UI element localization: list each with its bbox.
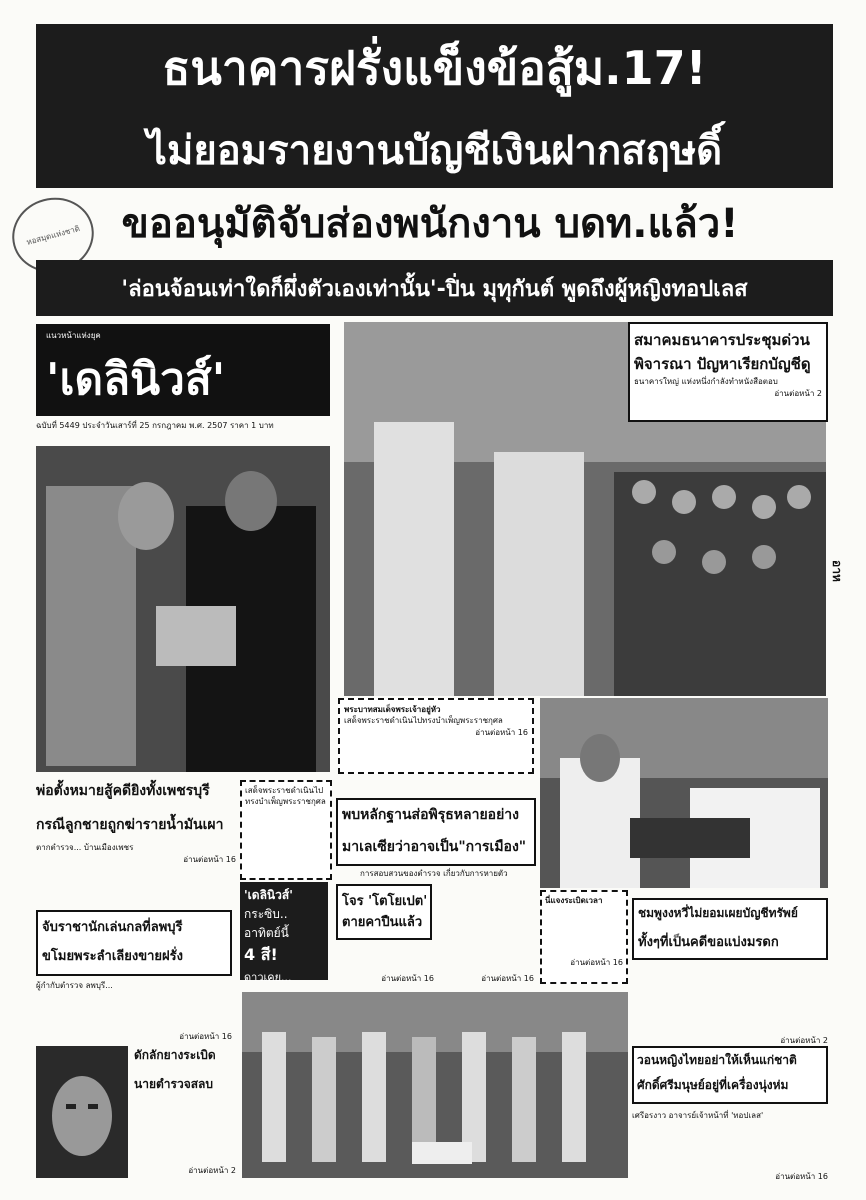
story-father-title1: พ่อตั้งหมายสู้คดียิงทั้งเพชรบุรี xyxy=(36,783,210,799)
story-father-body: ตากตำรวจ... บ้านเมืองเพชร xyxy=(36,843,134,852)
story-thief-title2: ตายคาปืนแล้ว xyxy=(342,915,423,930)
side-note-body: นี่แจงระเบิดเวลา xyxy=(545,896,603,905)
story-banks-body: ธนาคารใหญ่ แห่งหนึ่งกำลังทำหนังสือตอบ xyxy=(634,377,778,386)
story-evidence-cont: อ่านต่อหน้า 16 xyxy=(481,974,534,983)
story-gambler-body: ผู้กำกับตำรวจ ลพบุรี... xyxy=(36,981,113,990)
story-gambler-title2: ขโมยพระลำเลียงขายฝรั่ง xyxy=(42,949,183,964)
edge-text: อาห xyxy=(830,560,844,582)
story-father-cont: อ่านต่อหน้า 16 xyxy=(183,855,236,864)
story-thief-title1: โจร 'โตโยเปต' xyxy=(342,894,428,909)
promo-line5: ดาวเคย... xyxy=(244,971,292,984)
story-inspector xyxy=(134,1046,236,1178)
side-note-cont: อ่านต่อหน้า 16 xyxy=(570,958,623,967)
headline-banner-1: ธนาคารฝรั่งแข็งข้อสู้ม.17! xyxy=(36,24,833,112)
story-royal-note-body: เสด็จพระราชดำเนินไปทรงบำเพ็ญพระราชกุศล xyxy=(245,786,326,806)
story-banks-cont: อ่านต่อหน้า 2 xyxy=(774,389,822,398)
archive-stamp: หอสมุดแห่งชาติ xyxy=(4,189,102,282)
masthead xyxy=(36,324,330,416)
story-gambler-title1: จับราชานักเล่นกลที่ลพบุรี xyxy=(42,920,183,935)
story-bank-account-title1: ชมพูงงหวี่ไม่ยอมเผยบัญชีทรัพย์ xyxy=(638,906,798,920)
promo-line1: 'เดลินิวส์' xyxy=(244,888,293,902)
masthead-tagline: แนวหน้าแห่งยุค xyxy=(46,331,101,340)
story-royal-cont: อ่านต่อหน้า 16 xyxy=(475,728,528,737)
story-woman-title1: วอนหญิงไทยอย่าให้เห็นแก่ชาติ xyxy=(637,1053,797,1067)
story-thief-cont: อ่านต่อหน้า 16 xyxy=(381,974,434,983)
story-inspector-title1: ดักลักยางระเบิด xyxy=(134,1048,216,1062)
story-evidence-title2: มาเลเซียว่าอาจเป็น"การเมือง" xyxy=(342,839,527,855)
promo-box xyxy=(240,882,328,984)
story-inspector-title2: นายตำรวจสลบ xyxy=(134,1077,214,1091)
story-royal-body: เสด็จพระราชดำเนินไปทรงบำเพ็ญพระราชกุศล xyxy=(344,716,503,725)
story-gambler-cont: อ่านต่อหน้า 16 xyxy=(179,1032,232,1041)
headline-banner-4: 'ล่อนจ้อนเท่าใดก็ผึ่งตัวเองเท่านั้น'-ปิ่น มุทุกันต์ พูดถึงผู้หญิงทอปเลส xyxy=(36,260,833,316)
story-bank-account-title2: ทั้งๆที่เป็นคดีขอแบ่งมรดก xyxy=(638,935,779,950)
story-royal-title: พระบาทสมเด็จพระเจ้าอยู่หัว xyxy=(344,705,441,714)
story-royal-note xyxy=(240,780,332,880)
promo-line3: อาทิตย์นี้ xyxy=(244,926,289,940)
story-evidence xyxy=(336,798,536,866)
issue-line: ฉบับที่ 5449 ประจำวันเสาร์ที่ 25 กรกฎาคม พ.ศ. 2507 ราคา 1 บาท xyxy=(36,421,274,430)
headline-3: ขออนุมัติจับส่องพนักงาน บดท.แล้ว! xyxy=(121,201,739,247)
story-woman-cont: อ่านต่อหน้า 16 xyxy=(775,1172,828,1181)
story-banks xyxy=(628,322,828,422)
promo-line2: กระซิบ.. xyxy=(244,907,288,921)
story-banks-title2: พิจารณา ปัญหาเรียกบัญชีดู xyxy=(634,355,811,373)
story-woman-body: เศรีอรงาว อาจารย์เจ้าหน้าที่ 'ทอปเลส' xyxy=(632,1111,764,1120)
story-evidence-title1: พบหลักฐานส่อพิรุธหลายอย่าง xyxy=(342,807,519,823)
story-gambler xyxy=(36,910,232,976)
story-father xyxy=(36,780,236,908)
story-bank-account xyxy=(632,898,828,960)
story-inspector-cont: อ่านต่อหน้า 2 xyxy=(188,1166,236,1175)
story-woman xyxy=(632,1046,828,1104)
story-evidence-body: การสอบสวนของตำรวจ เกี่ยวกับการหายตัว xyxy=(360,869,508,878)
photo-king-monk xyxy=(36,446,330,772)
story-father-title2: กรณีลูกชายถูกฆ่ารายน้ำมันเผา xyxy=(36,817,224,833)
photo-portrait xyxy=(36,1046,128,1178)
masthead-name: 'เดลินิวส์' xyxy=(46,354,226,405)
story-side-note xyxy=(540,890,628,984)
photo-office xyxy=(540,698,828,888)
story-thief xyxy=(336,884,432,940)
story-royal xyxy=(338,698,534,774)
story-banks-title1: สมาคมธนาคารประชุมด่วน xyxy=(634,331,810,349)
photo-group xyxy=(242,992,628,1178)
story-woman-title2: ศักดิ์ศรีมนุษย์อยู่ที่เครื่องนุ่งห่ม xyxy=(637,1078,789,1092)
story-bank-account-cont: อ่านต่อหน้า 2 xyxy=(780,1036,828,1045)
headline-banner-2: ไม่ยอมรายงานบัญชีเงินฝากสฤษดิ์ xyxy=(36,112,833,188)
promo-line4: 4 สี! xyxy=(244,945,278,964)
